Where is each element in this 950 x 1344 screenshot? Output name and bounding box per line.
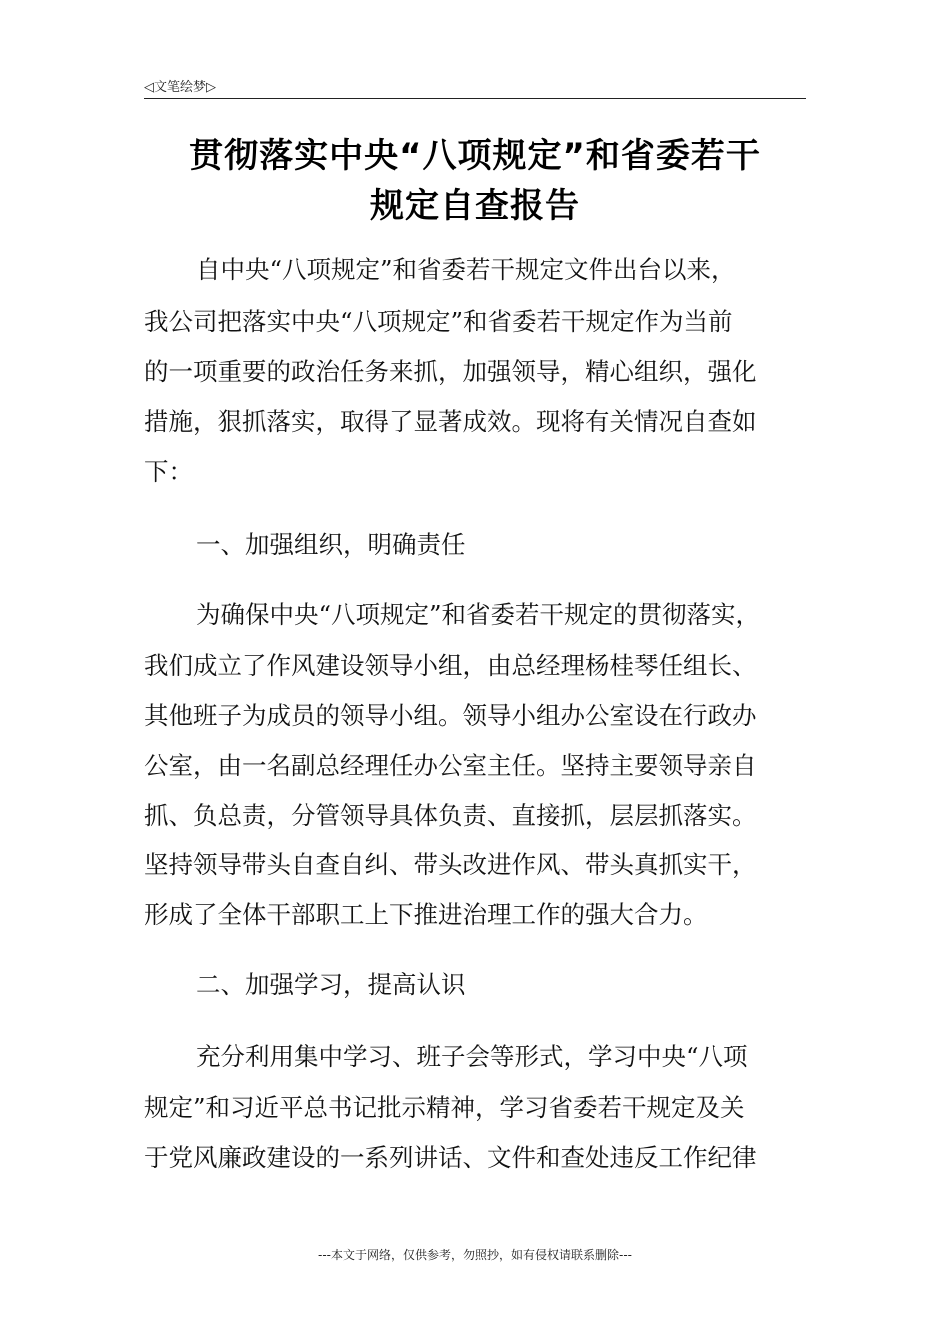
page-footer-disclaimer: ---本文于网络，仅供参考，勿照抄，如有侵权请联系删除--- (318, 1248, 632, 1262)
paragraph-3-line-1: 充分利用集中学习、班子会等形式，学习中央“八项 (196, 1042, 748, 1071)
paragraph-2-line-1: 为确保中央“八项规定”和省委若干规定的贯彻落实， (196, 600, 761, 629)
paragraph-2-line-3: 其他班子为成员的领导小组。领导小组办公室设在行政办 (144, 701, 757, 730)
header-brand: ◁文笔绘梦▷ (144, 80, 216, 95)
paragraph-2-line-5: 抓、负总责，分管领导具体负责、直接抓，层层抓落实。 (144, 801, 757, 830)
paragraph-1-line-2: 我公司把落实中央“八项规定”和省委若干规定作为当前 (144, 307, 733, 336)
paragraph-2-line-6: 坚持领导带头自查自纠、带头改进作风、带头真抓实干， (144, 850, 757, 879)
paragraph-3-line-2: 规定”和习近平总书记批示精神，学习省委若干规定及关 (144, 1093, 745, 1122)
paragraph-1-line-3: 的一项重要的政治任务来抓，加强领导，精心组织，强化 (144, 357, 757, 386)
paragraph-1-line-5: 下： (144, 457, 193, 486)
document-title-line-1: 贯彻落实中央“八项规定”和省委若干 (189, 136, 761, 176)
paragraph-2-line-2: 我们成立了作风建设领导小组，由总经理杨桂琴任组长、 (144, 651, 757, 680)
paragraph-2-line-4: 公室，由一名副总经理任办公室主任。坚持主要领导亲自 (144, 751, 757, 780)
paragraph-1-line-4: 措施，狠抓落实，取得了显著成效。现将有关情况自查如 (144, 407, 757, 436)
paragraph-3-line-3: 于党风廉政建设的一系列讲话、文件和查处违反工作纪律 (144, 1143, 757, 1172)
paragraph-1-line-1: 自中央“八项规定”和省委若干规定文件出台以来， (196, 255, 736, 284)
page-header (144, 70, 806, 99)
section-heading-2: 二、加强学习，提高认识 (196, 970, 466, 999)
paragraph-2-line-7: 形成了全体干部职工上下推进治理工作的强大合力。 (144, 900, 708, 929)
document-title-line-2: 规定自查报告 (370, 186, 580, 226)
section-heading-1: 一、加强组织，明确责任 (196, 530, 466, 559)
